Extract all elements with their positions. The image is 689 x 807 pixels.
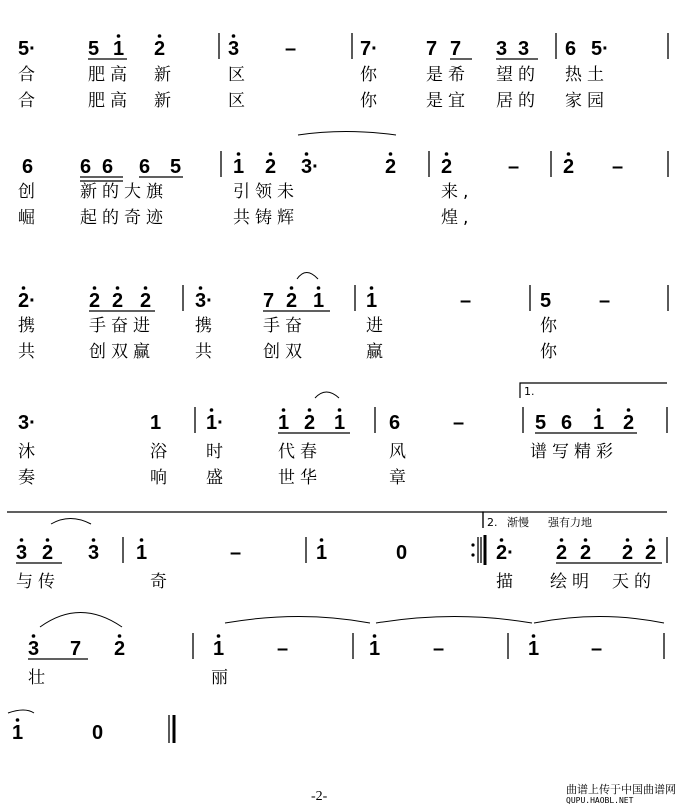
- lyric-syllable: 创双赢: [89, 342, 155, 362]
- lyric-syllable: 肥高: [88, 91, 132, 111]
- octave-dot: [500, 538, 504, 542]
- lyric-syllable: 新的大旗: [80, 182, 168, 202]
- lyric-syllable: 你: [360, 65, 377, 85]
- dash-sustain: –: [599, 290, 611, 312]
- lyric-syllable: 肥高: [88, 65, 132, 85]
- lyric-syllable: 新: [154, 65, 171, 85]
- note: 1: [316, 542, 328, 564]
- note: 7: [426, 38, 438, 60]
- lyric-syllable: 丽: [211, 668, 228, 688]
- lyric-syllable: 携: [18, 316, 35, 336]
- watermark-url: QUPU.HAOBL.NET: [566, 796, 634, 805]
- octave-dot: [626, 538, 630, 542]
- lyric-syllable: 手奋进: [89, 316, 155, 336]
- octave-dot: [16, 718, 20, 722]
- octave-dot: [232, 34, 236, 38]
- octave-dot: [217, 634, 221, 638]
- octave-dot: [199, 286, 203, 290]
- dash-sustain: –: [453, 412, 465, 434]
- octave-dot: [532, 634, 536, 638]
- note: 5: [535, 412, 547, 434]
- note: 2: [112, 290, 124, 312]
- lyric-syllable: 居的: [496, 91, 540, 111]
- lyric-syllable: 世华: [278, 468, 322, 488]
- octave-dot: [338, 408, 342, 412]
- octave-dot: [370, 286, 374, 290]
- octave-dot: [93, 286, 97, 290]
- lyric-syllable: 进: [366, 316, 383, 336]
- lyric-syllable: 创: [18, 182, 35, 202]
- octave-dot: [320, 538, 324, 542]
- lyric-syllable: 响: [150, 468, 167, 488]
- note: 3·: [18, 412, 36, 434]
- octave-dot: [290, 286, 294, 290]
- lyric-syllable: 合: [18, 65, 35, 85]
- lyric-syllable: 与传: [16, 572, 60, 592]
- note: 2: [140, 290, 152, 312]
- note: 2: [89, 290, 101, 312]
- note: 6: [80, 156, 92, 178]
- lyric-syllable: 合: [18, 91, 35, 111]
- note: 2: [42, 542, 54, 564]
- note: 1: [278, 412, 290, 434]
- note: 3: [16, 542, 28, 564]
- lyric-syllable: 壮: [28, 668, 45, 688]
- octave-dot: [22, 286, 26, 290]
- note: 7: [450, 38, 462, 60]
- lyric-syllable: 是希: [426, 65, 470, 85]
- note: 2: [385, 156, 397, 178]
- lyric-syllable: 崛: [18, 208, 35, 228]
- lyric-syllable: 天的: [612, 572, 656, 592]
- note: 2: [556, 542, 568, 564]
- octave-dot: [373, 634, 377, 638]
- note: 2: [441, 156, 453, 178]
- lyric-syllable: 章: [389, 468, 406, 488]
- octave-dot: [118, 634, 122, 638]
- page-number: -2-: [311, 789, 328, 804]
- octave-dot: [305, 152, 309, 156]
- volta-2-label: 2.: [487, 516, 498, 529]
- lyric-syllable: 赢: [366, 342, 383, 362]
- note: 5·: [18, 38, 36, 60]
- note: 2·: [496, 542, 514, 564]
- octave-dot: [627, 408, 631, 412]
- lyric-syllable: 望的: [496, 65, 540, 85]
- volta-1-label: 1.: [524, 385, 535, 398]
- octave-dot: [20, 538, 24, 542]
- lyric-syllable: 你: [540, 342, 557, 362]
- note: 5: [88, 38, 100, 60]
- lyric-syllable: 煌,: [441, 208, 474, 228]
- note: 2: [154, 38, 166, 60]
- dash-sustain: –: [612, 156, 624, 178]
- note: 6: [565, 38, 577, 60]
- octave-dot: [32, 634, 36, 638]
- rest-note: 0: [92, 722, 104, 744]
- note: 6: [22, 156, 34, 178]
- note: 2: [622, 542, 634, 564]
- dash-sustain: –: [433, 638, 445, 660]
- note: 1: [528, 638, 540, 660]
- rest-note: 0: [396, 542, 408, 564]
- note: 1: [369, 638, 381, 660]
- lyric-syllable: 共: [18, 342, 35, 362]
- note: 3: [88, 542, 100, 564]
- note: 5: [170, 156, 182, 178]
- lyric-syllable: 新: [154, 91, 171, 111]
- note: 1: [213, 638, 225, 660]
- octave-dot: [144, 286, 148, 290]
- note: 3: [28, 638, 40, 660]
- note: 2: [563, 156, 575, 178]
- note: 2: [623, 412, 635, 434]
- octave-dot: [237, 152, 241, 156]
- note: 7: [263, 290, 275, 312]
- note: 2·: [18, 290, 36, 312]
- lyric-syllable: 时: [206, 442, 223, 462]
- watermark-text: 曲谱上传于中国曲谱网: [566, 783, 676, 796]
- octave-dot: [560, 538, 564, 542]
- note: 2: [580, 542, 592, 564]
- lyric-syllable: 代春: [278, 442, 322, 462]
- lyric-syllable: 你: [360, 91, 377, 111]
- lyric-syllable: 热土: [565, 65, 609, 85]
- octave-dot: [317, 286, 321, 290]
- lyric-syllable: 区: [228, 65, 245, 85]
- dash-sustain: –: [285, 38, 297, 60]
- note: 1: [136, 542, 148, 564]
- octave-dot: [445, 152, 449, 156]
- note: 6: [561, 412, 573, 434]
- note: 2: [265, 156, 277, 178]
- lyric-syllable: 盛: [206, 468, 223, 488]
- note: 1: [12, 722, 24, 744]
- octave-dot: [46, 538, 50, 542]
- octave-dot: [210, 408, 214, 412]
- barlines: [123, 33, 668, 743]
- note: 3: [518, 38, 530, 60]
- octave-dot: [597, 408, 601, 412]
- octave-dot: [117, 34, 121, 38]
- notation-layer: [12, 34, 662, 744]
- note: 1: [366, 290, 378, 312]
- dash-sustain: –: [591, 638, 603, 660]
- octave-dot: [158, 34, 162, 38]
- octave-dot: [567, 152, 571, 156]
- lyric-syllable: 谱写精彩: [530, 442, 618, 462]
- note: 3·: [301, 156, 319, 178]
- tempo-marking: 渐慢: [507, 516, 529, 529]
- note: 2: [114, 638, 126, 660]
- note: 3: [496, 38, 508, 60]
- octave-dot: [92, 538, 96, 542]
- octave-dot: [269, 152, 273, 156]
- note: 3: [228, 38, 240, 60]
- octave-dot: [389, 152, 393, 156]
- lyric-syllable: 你: [540, 316, 557, 336]
- note: 2: [645, 542, 657, 564]
- lyric-syllable: 区: [228, 91, 245, 111]
- octave-dot: [308, 408, 312, 412]
- lyric-syllable: 引领未: [233, 182, 299, 202]
- dash-sustain: –: [230, 542, 242, 564]
- lyric-syllable: 奏: [18, 468, 35, 488]
- lyric-syllable: 手奋: [263, 316, 307, 336]
- note: 5·: [591, 38, 609, 60]
- lyric-syllable: 创双: [263, 342, 307, 362]
- dash-sustain: –: [460, 290, 472, 312]
- lyric-syllable: 是宜: [426, 91, 470, 111]
- lyric-syllable: 浴: [150, 442, 167, 462]
- note: 6: [102, 156, 114, 178]
- note: 7: [70, 638, 82, 660]
- lyric-syllable: 来,: [441, 182, 474, 202]
- dash-sustain: –: [508, 156, 520, 178]
- lyric-syllable: 描: [496, 572, 513, 592]
- note: 1: [334, 412, 346, 434]
- note: 5: [540, 290, 552, 312]
- octave-dot: [584, 538, 588, 542]
- lyric-syllable: 风: [389, 442, 406, 462]
- note: 1: [313, 290, 325, 312]
- lyric-syllable: 家园: [565, 91, 609, 111]
- lyric-syllable: 起的奇迹: [80, 208, 168, 228]
- note: 1: [150, 412, 162, 434]
- lyric-syllable: 绘明: [550, 572, 594, 592]
- note: 6: [389, 412, 401, 434]
- note: 2: [286, 290, 298, 312]
- note: 1: [113, 38, 125, 60]
- lyric-syllable: 沐: [18, 442, 35, 462]
- octave-dot: [649, 538, 653, 542]
- note: 2: [304, 412, 316, 434]
- octave-dot: [116, 286, 120, 290]
- note: 7·: [360, 38, 378, 60]
- dash-sustain: –: [277, 638, 289, 660]
- note: 6: [139, 156, 151, 178]
- lyric-syllable: 共: [195, 342, 212, 362]
- octave-dot: [140, 538, 144, 542]
- lyric-syllable: 共铸辉: [233, 208, 299, 228]
- note: 1: [233, 156, 245, 178]
- octave-dot: [282, 408, 286, 412]
- lyric-syllable: 奇: [150, 572, 167, 592]
- expression-marking: 强有力地: [548, 516, 592, 529]
- note: 3·: [195, 290, 213, 312]
- lyric-syllable: 携: [195, 316, 212, 336]
- note: 1·: [206, 412, 224, 434]
- note: 1: [593, 412, 605, 434]
